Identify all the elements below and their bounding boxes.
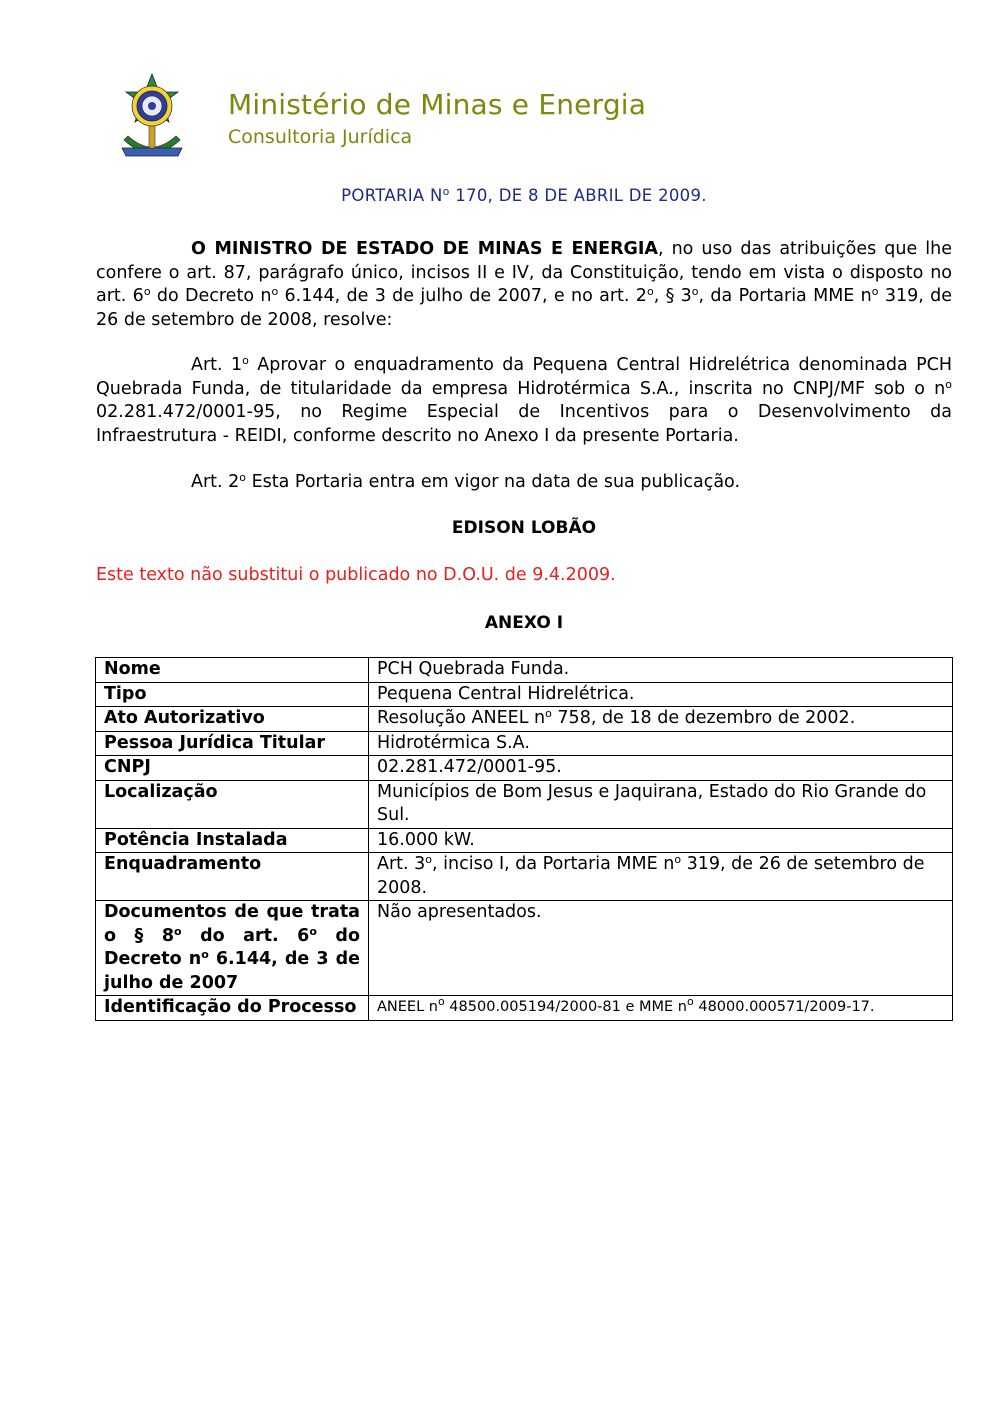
disclaimer-note: Este texto não substitui o publicado no D.O.U. de 9.4.2009. <box>96 565 616 585</box>
table-row <box>96 853 953 901</box>
table-row <box>96 780 953 828</box>
row-value: Municípios de Bom Jesus e Jaquirana, Estado do Rio Grande do Sul. <box>369 780 953 828</box>
row-value: Art. 3$^o$, inciso I, da Portaria MME $n^o$ 319, de 26 de setembro de 2008. <box>369 853 953 901</box>
row-label: Potência Instalada <box>96 828 369 853</box>
article-2: Art. 2$^o$ Esta Portaria entra em vigor na data de sua publicação. <box>191 471 741 492</box>
department-name: Consultoria Jurídica <box>228 126 413 148</box>
row-value: PCH Quebrada Funda. <box>369 658 953 683</box>
row-label: Localização <box>96 780 369 828</box>
table-row <box>96 756 953 781</box>
row-label: Documentos de que trata o § 8$^o$ do art. 6$^o$ do Decreto $n^o$ 6.144, de 3 de julho de 2007 <box>96 901 369 996</box>
table-row <box>96 707 953 732</box>
row-value: Não apresentados. <box>369 901 953 996</box>
row-value: Resolução ANEEL $n^o$ 758, de 18 de dezembro de 2002. <box>369 707 953 732</box>
table-row <box>96 658 953 683</box>
row-label: Pessoa Jurídica Titular <box>96 731 369 756</box>
row-label: Enquadramento <box>96 853 369 901</box>
row-label: Ato Autorizativo <box>96 707 369 732</box>
annex-title: ANEXO I <box>484 613 564 633</box>
row-label: Nome <box>96 658 369 683</box>
portaria-title: PORTARIA $N^o$ 170, DE 8 DE ABRIL DE 2009. <box>341 185 707 205</box>
article-1: Art. 1$^o$ Aprovar o enquadramento da Pequena Central Hidrelétrica denominada PCH Quebrada Funda, de titularidade da empresa Hidrotérmica S.A., inscrita no CNPJ/MF sob o $n^o$ 02.281.472/0001-95, no Regime Especial de Incentivos para o Desenvolvimento da Infraestrutura - REIDI, conforme descrito no Anexo I da presente Portaria. <box>96 354 952 446</box>
table-row <box>96 901 953 996</box>
row-value: 16.000 kW. <box>369 828 953 853</box>
row-label: CNPJ <box>96 756 369 781</box>
signer-name: EDISON LOBÃO <box>451 518 597 538</box>
table-row <box>96 682 953 707</box>
row-value: ANEEL $n^o$ 48500.005194/2000-81 e MME $n^o$ 48000.000571/2009-17. <box>369 996 953 1021</box>
brazil-coat-of-arms-icon <box>112 70 192 166</box>
table-row <box>96 828 953 853</box>
table-row <box>96 996 953 1021</box>
annex-table <box>95 657 953 1021</box>
ministry-name: Ministério de Minas e Energia <box>228 88 647 121</box>
row-label: Identificação do Processo <box>96 996 369 1021</box>
preamble-paragraph: O MINISTRO DE ESTADO DE MINAS E ENERGIA, no uso das atribuições que lhe confere o art. 87, parágrafo único, incisos II e IV, da Constituição, tendo em vista o disposto no art. 6$^o$ do Decreto $n^o$ 6.144, de 3 de julho de 2007, e no art. 2$^o$, § 3$^o$, da Portaria MME $n^o$ 319, de 26 de setembro de 2008, resolve: <box>96 239 953 330</box>
row-value: 02.281.472/0001-95. <box>369 756 953 781</box>
row-value: Pequena Central Hidrelétrica. <box>369 682 953 707</box>
table-row <box>96 731 953 756</box>
authority: O MINISTRO DE ESTADO DE MINAS E ENERGIA <box>191 239 658 259</box>
row-value: Hidrotérmica S.A. <box>369 731 953 756</box>
row-label: Tipo <box>96 682 369 707</box>
